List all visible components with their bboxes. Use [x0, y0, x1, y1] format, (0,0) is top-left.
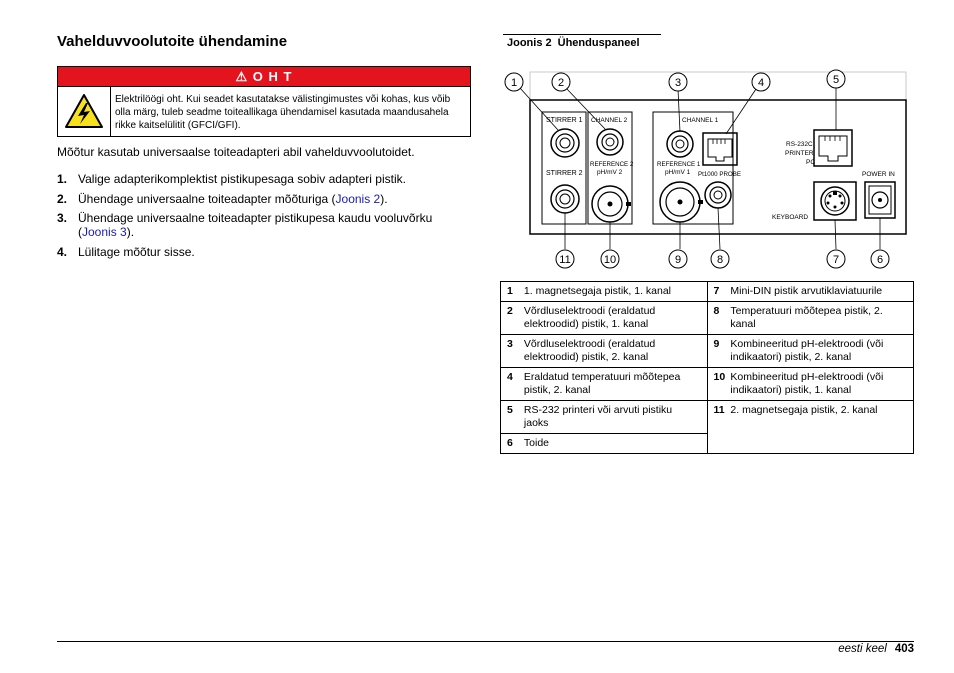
legend-cell: 6 Toide [501, 434, 708, 454]
footer-language: eesti keel [838, 643, 887, 655]
step-number: 2. [57, 192, 68, 206]
warning-box [57, 66, 471, 137]
svg-text:6: 6 [876, 254, 884, 266]
callout-6 [871, 250, 889, 268]
step-text: Ühendage universaalne toiteadapter mõõturiga ( [78, 192, 336, 206]
callout-1 [505, 73, 523, 91]
label-pc: PC [806, 159, 816, 166]
legend-cell: 4 Eraldatud temperatuuri mõõtepea pistik, 2. kanal [501, 368, 708, 401]
svg-text:10: 10 [603, 254, 617, 266]
table-row [501, 401, 914, 434]
leader-line [678, 89, 680, 132]
panel-top-edge [530, 72, 906, 100]
reference1-jack-icon [667, 131, 693, 157]
legend-table [500, 281, 914, 454]
table-row [501, 335, 914, 368]
step-text: Lülitage mõõtur sisse. [78, 245, 195, 259]
label-ref1: REFERENCE 1 [657, 161, 701, 168]
label-phmv2: pH/mV 2 [597, 169, 623, 176]
footer-rule [57, 641, 914, 642]
legend-cell: 8 Temperatuuri mõõtepea pistik, 2. kanal [707, 302, 914, 335]
bnc-phmv2-connector-icon [592, 186, 631, 222]
list-item [57, 211, 467, 239]
label-stirrer1: STIRRER 1 [546, 117, 583, 124]
leader-line [718, 208, 720, 249]
svg-text:8: 8 [716, 254, 724, 266]
list-item [57, 172, 467, 186]
svg-text:11: 11 [559, 254, 571, 266]
table-row [501, 302, 914, 335]
list-item [57, 245, 467, 259]
legend-cell: 7 Mini-DIN pistik arvutiklaviatuurile [707, 282, 914, 302]
page-footer [838, 643, 914, 655]
figure-label: Joonis 2 [507, 37, 552, 49]
svg-text:2: 2 [557, 77, 565, 89]
svg-text:3: 3 [674, 77, 682, 89]
table-row [501, 282, 914, 302]
step-text: Valige adapterikomplektist pistikupesaga sobiv adapteri pistik. [78, 172, 406, 186]
warning-text: Elektrilöögi oht. Kui seadet kasutatakse välistingimustes või kohas, kus võib olla märg, tuleb seadme toiteallikaga ühendamisel kasutada maandusahela rikke kaitselülitit (GFCI/GFI). [115, 94, 451, 131]
legend-cell: 9 Kombineeritud pH-elektroodi (või indikaatori) pistik, 2. kanal [707, 335, 914, 368]
figure-rule [503, 34, 661, 35]
legend-cell: 2 Võrdluselektroodi (eraldatud elektroodid) pistik, 1. kanal [501, 302, 708, 335]
legend-cell: 1 1. magnetsegaja pistik, 1. kanal [501, 282, 708, 302]
label-channel2: CHANNEL 2 [591, 117, 628, 124]
callout-5 [827, 70, 845, 88]
label-phmv1: pH/mV 1 [665, 169, 691, 176]
temperature-probe-jack-icon [705, 182, 731, 208]
connection-panel-diagram [500, 62, 914, 276]
callout-9 [669, 250, 687, 268]
label-ref2: REFERENCE 2 [590, 161, 634, 168]
power-socket-icon [865, 182, 895, 218]
label-printer: PRINTER [785, 150, 814, 157]
electric-shock-icon [58, 86, 111, 136]
leader-line [520, 88, 558, 130]
callout-4 [752, 73, 770, 91]
step-text: Ühendage universaalne toiteadapter pistikupesa kaudu vooluvõrku ( [78, 211, 433, 239]
figure-caption [507, 37, 640, 49]
svg-text:5: 5 [832, 74, 840, 86]
rj-socket-channel1-icon [703, 133, 737, 165]
label-keyboard: KEYBOARD [772, 214, 809, 221]
warning-label: O H T [252, 69, 293, 84]
step-text-end: ). [126, 225, 135, 239]
stirrer2-jack-icon [551, 185, 579, 213]
warning-triangle-icon: ⚠ [235, 69, 249, 84]
legend-cell: 11 2. magnetsegaja pistik, 2. kanal [707, 401, 914, 454]
label-rs232: RS-232C [786, 141, 813, 148]
label-channel1: CHANNEL 1 [682, 117, 719, 124]
callout-2 [552, 73, 570, 91]
label-pt1000: Pt1000 PROBE [698, 171, 741, 178]
callout-11 [556, 250, 574, 268]
callout-3 [669, 73, 687, 91]
page-number: 403 [894, 643, 914, 655]
legend-cell: 5 RS-232 printeri või arvuti pistiku jaoks [501, 401, 708, 434]
figure-title: Ühenduspaneel [557, 37, 640, 49]
list-item [57, 192, 467, 206]
table-row [501, 368, 914, 401]
steps-list [57, 172, 467, 265]
step-text-end: ). [380, 192, 388, 206]
stirrer1-jack-icon [551, 129, 579, 157]
svg-text:7: 7 [832, 254, 840, 266]
warning-header [58, 67, 470, 87]
page-heading: Vahelduvvoolutoite ühendamine [57, 33, 288, 50]
step-number: 1. [57, 172, 68, 186]
label-stirrer2: STIRRER 2 [546, 170, 583, 177]
leader-line [835, 220, 836, 249]
figure-link[interactable]: Joonis 3 [82, 225, 127, 239]
label-power: POWER IN [862, 171, 895, 178]
callout-10 [601, 250, 619, 268]
callout-8 [711, 250, 729, 268]
legend-cell: 3 Võrdluselektroodi (eraldatud elektroodid) pistik, 2. kanal [501, 335, 708, 368]
reference2-jack-icon [597, 129, 623, 155]
intro-paragraph: Mõõtur kasutab universaalse toiteadapteri abil vahelduvvoolutoidet. [57, 145, 415, 159]
callout-7 [827, 250, 845, 268]
svg-text:9: 9 [674, 254, 682, 266]
svg-text:1: 1 [510, 77, 518, 89]
mini-din-keyboard-socket-icon [814, 182, 856, 220]
legend-cell: 10 Kombineeritud pH-elektroodi (või indikaatori) pistik, 1. kanal [707, 368, 914, 401]
bnc-phmv1-connector-icon [660, 182, 703, 222]
rs232-socket-icon [814, 130, 852, 166]
step-number: 3. [57, 211, 68, 225]
figure-link[interactable]: Joonis 2 [335, 192, 381, 206]
svg-text:4: 4 [757, 77, 765, 89]
step-number: 4. [57, 245, 68, 259]
